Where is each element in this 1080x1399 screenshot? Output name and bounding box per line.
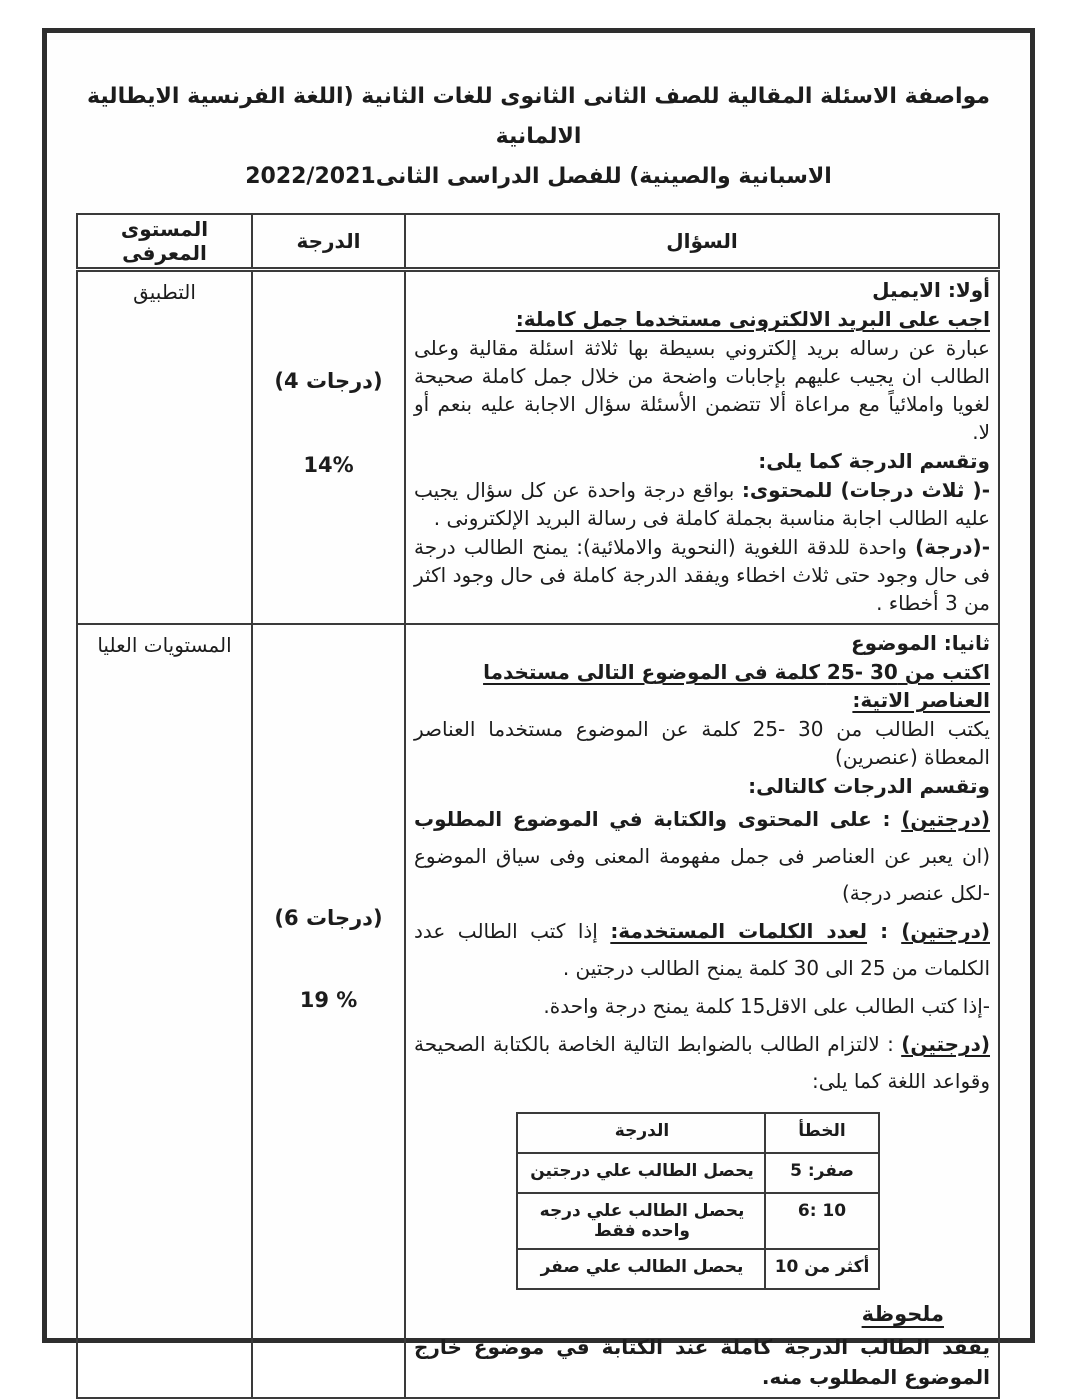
text-run: ثانيا: الموضوع xyxy=(850,631,990,655)
error-grade-table xyxy=(516,1112,880,1290)
header-grade: الدرجة xyxy=(252,214,405,270)
email-grade-cell xyxy=(252,270,405,625)
text-run: 25- 30 xyxy=(752,717,824,741)
error-count-cell: 6: 10 xyxy=(764,1194,878,1248)
question-paragraph xyxy=(414,334,990,446)
text-run: إذا كتب الطالب عدد الكلمات من 25 الى 30 كلمة يمنح الطالب درجتين . xyxy=(414,919,990,980)
text-run: 25- 30 xyxy=(826,660,898,684)
grade-result-cell: يحصل الطالب علي صفر xyxy=(540,1257,744,1277)
text-run: (درجتين) xyxy=(901,807,990,831)
title-line-1: مواصفة الاسئلة المقالية للصف الثانى الثانوى للغات الثانية (اللغة الفرنسية الايطالية الالمانية xyxy=(86,84,990,149)
text-run: : xyxy=(867,919,902,943)
email-paragraphs xyxy=(414,276,990,617)
question-paragraph xyxy=(414,305,990,333)
error-table-row xyxy=(518,1248,878,1288)
text-run: (ان يعبر عن العناصر فى جمل مفهومة المعنى وفى سياق الموضوع -لكل عنصر درجة) xyxy=(414,844,990,905)
document-title xyxy=(47,77,1030,197)
topic-question-cell xyxy=(405,624,999,1398)
question-paragraph xyxy=(414,658,990,714)
question-paragraph xyxy=(414,1026,990,1100)
text-run: : لالتزام الطالب بالضوابط التالية الخاصة بالكتابة الصحيحة وقواعد اللغة كما يلى: xyxy=(414,1032,990,1093)
topic-grade-points: (6 درجات) xyxy=(274,906,383,930)
header-cognitive-level: المستوى المعرفى xyxy=(77,214,252,270)
text-run: كلمة فى الموضوع التالى مستخدما العناصر الاتية: xyxy=(483,660,990,712)
question-paragraph xyxy=(414,801,990,912)
topic-grade-percent: 19 % xyxy=(299,988,358,1012)
text-run: يكتب الطالب من xyxy=(823,717,990,741)
question-paragraph xyxy=(414,772,990,800)
error-table-row xyxy=(518,1154,878,1192)
text-run: وتقسم الدرجة كما يلى: xyxy=(758,449,990,473)
title-line-2: الاسبانية والصينية) للفصل الدراسى الثانى2022/2021 xyxy=(245,164,832,189)
header-question: السؤال xyxy=(405,214,999,270)
text-run: كلمة عن الموضوع مستخدما العناصر المعطاة (عنصرين) xyxy=(414,717,990,769)
email-level-label: التطبيق xyxy=(133,280,196,304)
email-grade-points: (4 درجات) xyxy=(274,369,383,393)
note-text: يفقد الطالب الدرجة كاملة عند الكتابة في موضوع خارج الموضوع المطلوب منه. xyxy=(414,1335,990,1389)
question-paragraph xyxy=(414,476,990,532)
question-paragraph xyxy=(414,447,990,475)
row-topic-section xyxy=(77,624,999,1398)
note-title: ملحوظة xyxy=(861,1302,944,1326)
email-grade-percent: 14% xyxy=(303,453,354,477)
text-run: -إذا كتب الطالب على الاقل15 كلمة يمنح درجة واحدة. xyxy=(543,994,990,1018)
spec-table-header-row xyxy=(77,214,999,270)
error-count-cell: صفر: 5 xyxy=(764,1154,878,1192)
question-paragraph xyxy=(414,629,990,657)
text-run: على المحتوى والكتابة في الموضوع المطلوب xyxy=(414,807,872,831)
grade-result-cell: يحصل الطالب علي درجه واحده فقط xyxy=(539,1201,745,1241)
question-paragraph xyxy=(414,715,990,771)
topic-level-label: المستويات العليا xyxy=(97,633,232,657)
text-run: اجب على البريد الالكترونى مستخدما جمل كاملة: xyxy=(515,307,990,331)
text-run: (درجتين) xyxy=(901,919,990,943)
text-run: -( ثلاث درجات) للمحتوى: xyxy=(741,478,990,502)
question-paragraph xyxy=(414,533,990,617)
text-run: عبارة عن رساله بريد إلكتروني بسيطة بها ثلاثة اسئلة مقالية وعلى الطالب ان يجيب عليهم بإجابات واضحة من خلال جمل كاملة صحيحة لغويا واملائياً مع مراعاة ألا تتضمن الأسئلة سؤال الاجابة عليه بنعم أو لا. xyxy=(414,336,990,444)
row-email-section xyxy=(77,270,999,625)
question-paragraph xyxy=(414,276,990,304)
email-level-cell xyxy=(77,270,252,625)
error-table-header-grade: الدرجة xyxy=(614,1121,670,1141)
topic-paragraphs xyxy=(414,629,990,1100)
text-run: وتقسم الدرجات كالتالى: xyxy=(748,774,990,798)
error-count-cell: أكثر من 10 xyxy=(764,1250,878,1288)
spec-table xyxy=(76,213,1000,1399)
text-run: : xyxy=(871,807,902,831)
text-run: اكتب من xyxy=(897,660,990,684)
text-run: (درجتين) xyxy=(901,1032,990,1056)
topic-grade-cell xyxy=(252,624,405,1398)
email-question-cell xyxy=(405,270,999,625)
question-paragraph xyxy=(414,913,990,987)
text-run: أولا: الايميل xyxy=(872,278,990,302)
page-border-frame xyxy=(42,28,1035,1389)
question-paragraph xyxy=(414,988,990,1025)
text-run: لعدد الكلمات المستخدمة: xyxy=(610,919,868,943)
topic-level-cell xyxy=(77,624,252,1398)
text-run: واحدة للدقة اللغوية (النحوية والاملائية): يمنح الطالب درجة فى حال وجود حتى ثلاث اخطاء ويفقد الدرجة كاملة فى حال وجود اكثر من 3 أخطاء . xyxy=(414,535,990,615)
error-table-row xyxy=(518,1192,878,1248)
text-run: -(درجة) xyxy=(915,535,990,559)
text-run: بواقع درجة واحدة عن كل سؤال يجيب عليه الطالب اجابة مناسبة بجملة كاملة فى رسالة البريد الإلكترونى . xyxy=(414,478,990,530)
error-table-body xyxy=(518,1154,878,1288)
error-table-header-error: الخطأ xyxy=(764,1114,878,1152)
error-table-header-row xyxy=(518,1114,878,1154)
grade-result-cell: يحصل الطالب علي درجتين xyxy=(530,1161,754,1181)
